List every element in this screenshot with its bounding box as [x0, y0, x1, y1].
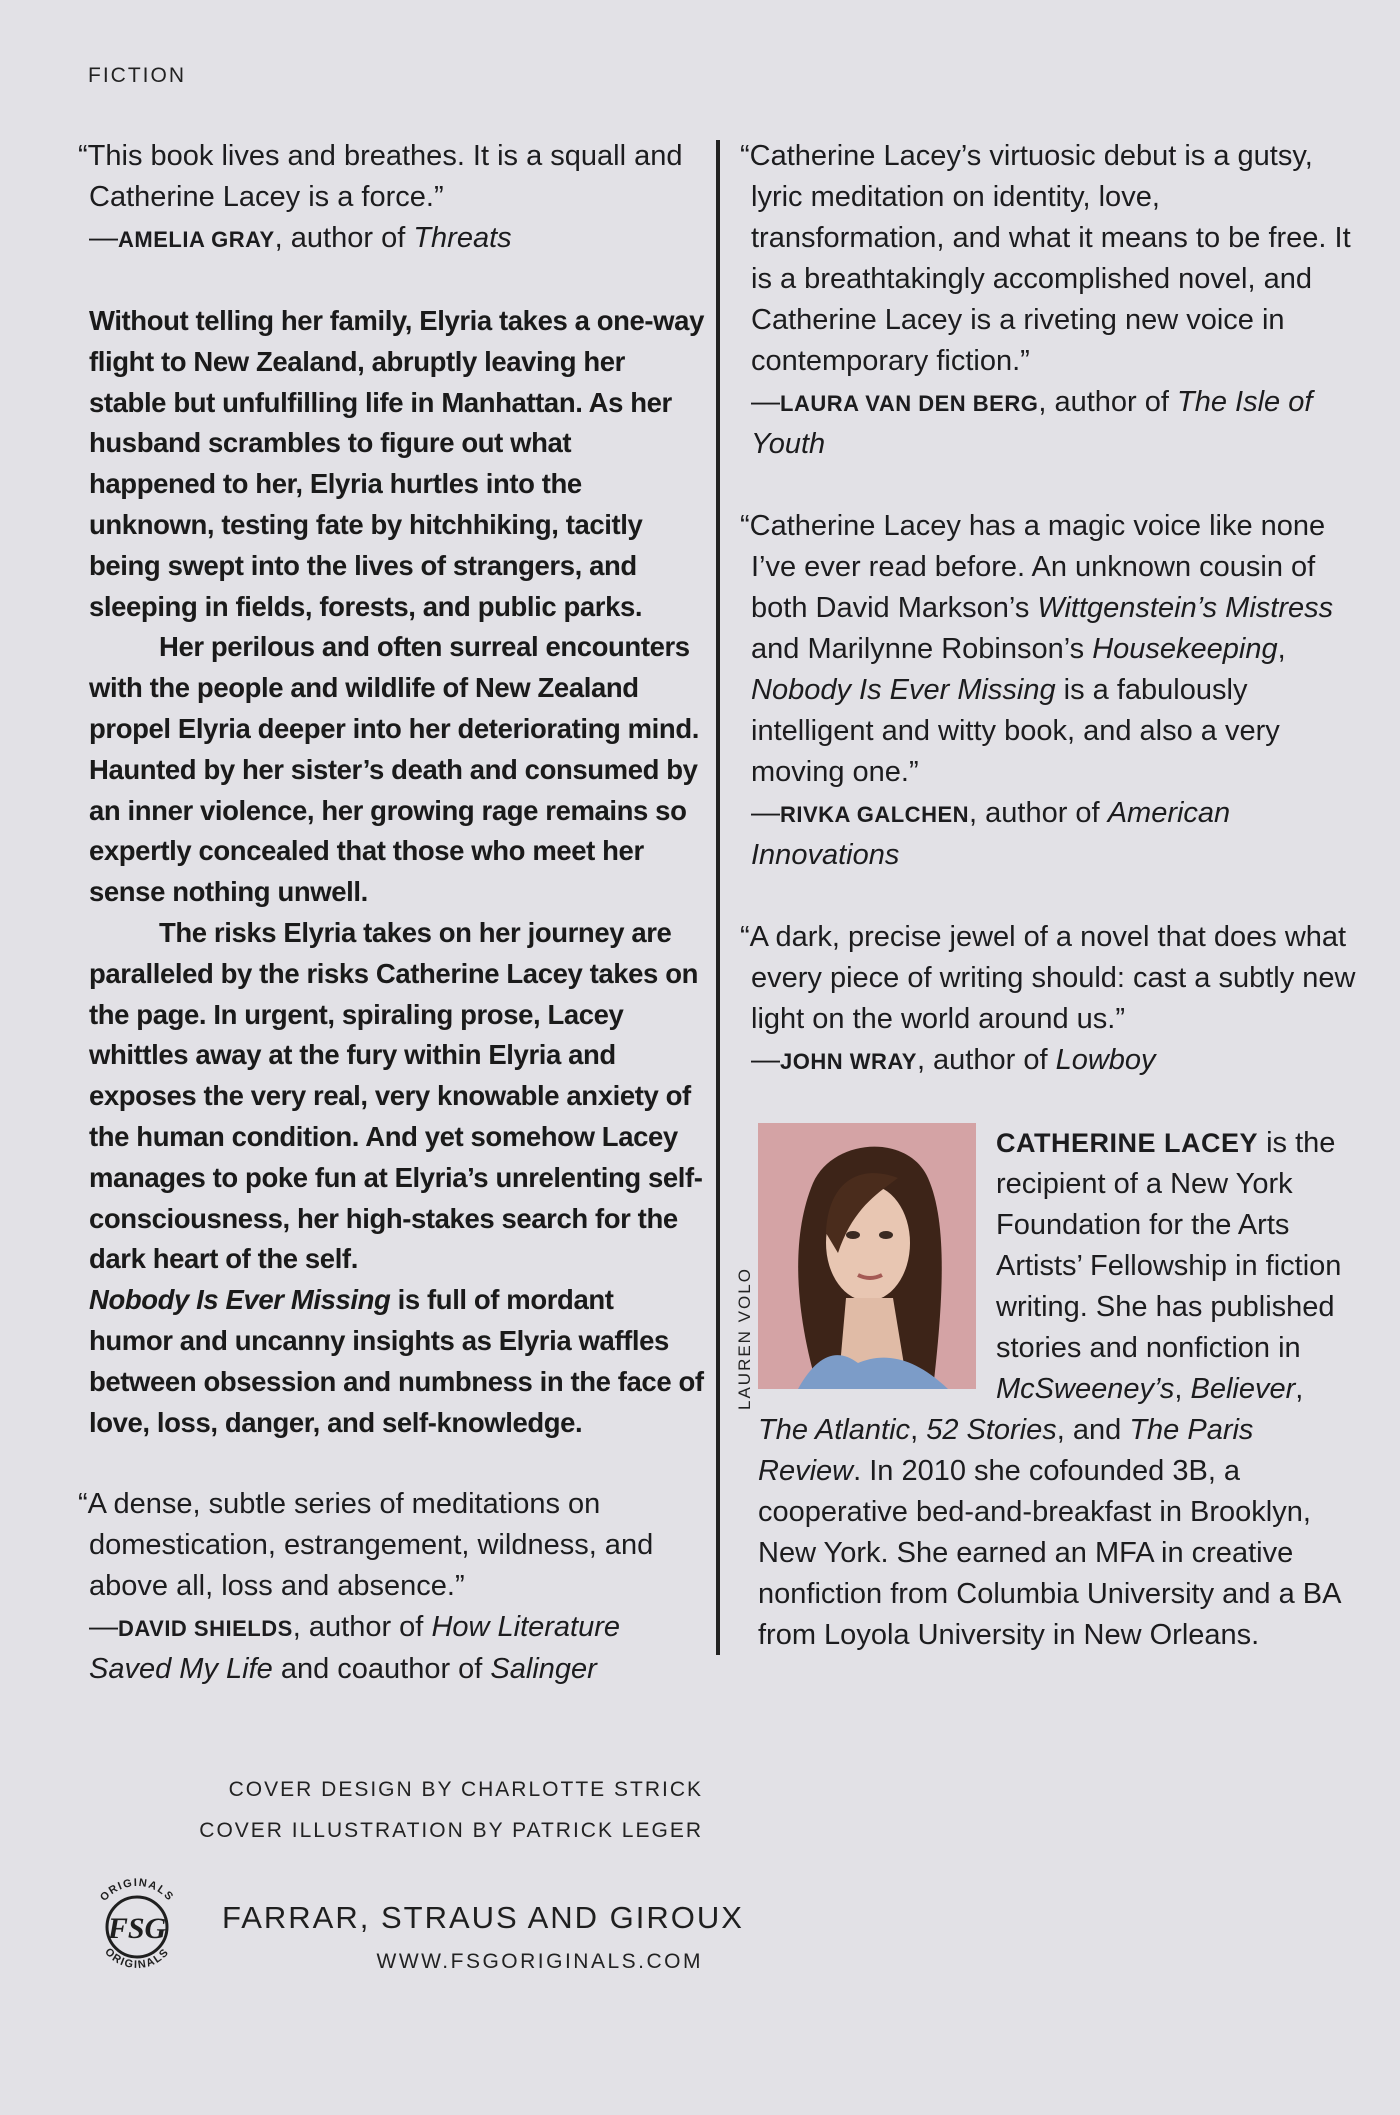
logo-letters: FSG — [107, 1912, 167, 1945]
attribution-prefix: , author of — [969, 797, 1108, 829]
right-column — [740, 136, 1360, 1656]
book-title: Nobody Is Ever Missing — [89, 1284, 391, 1316]
attribution-prefix: , author of — [1038, 386, 1177, 418]
blurb-david-shields — [78, 1484, 698, 1690]
blurb-attribution: —DAVID SHIELDS, author of How Literature Saved My Life and coauthor of Salinger — [89, 1611, 621, 1686]
svg-text:ORIGINALS — [102, 1946, 172, 1971]
blurb-text: “Catherine Lacey’s virtuosic debut is a gutsy, lyric meditation on identity, love, transformation, and what it means to be free. It is a breathtakingly accomplished novel, and Catherine Lacey is a riveting new voice in contemporary fiction.” — [740, 140, 1351, 377]
publication-title: The Atlantic — [758, 1414, 911, 1446]
column-divider — [716, 140, 720, 1655]
book-synopsis — [78, 301, 704, 1443]
synopsis-paragraph: Her perilous and often surreal encounters with the people and wildlife of New Zealand propel Elyria deeper into her deteriorating mind. Haunted by her sister’s death and consumed by an inner violence, her growing rage remains so expertly concealed that those who meet her sense nothing unwell. — [89, 631, 699, 908]
blurb-attribution: —JOHN WRAY, author of Lowboy — [751, 1044, 1156, 1076]
attribution-prefix: , author of — [916, 1044, 1056, 1076]
book-title: Salinger — [490, 1653, 597, 1686]
book-title: Lowboy — [1055, 1044, 1156, 1076]
blurb-attribution: —RIVKA GALCHEN, author of American Innovations — [751, 797, 1231, 871]
cover-design-credit: COVER DESIGN BY CHARLOTTE STRICK — [228, 1778, 703, 1801]
publication-title: The Paris Review — [758, 1414, 1254, 1487]
blurb-rivka-galchen — [740, 506, 1360, 876]
attribution-mid: and coauthor of — [272, 1653, 491, 1686]
blurb-author-name: LAURA VAN DEN BERG — [780, 391, 1039, 416]
blurb-author-name: DAVID SHIELDS — [118, 1616, 293, 1642]
logo-ring-text-top: ORIGINALS — [97, 1876, 177, 1904]
blurb-author-name: JOHN WRAY — [780, 1049, 917, 1074]
blurb-laura-van-den-berg — [740, 136, 1360, 465]
author-photo — [758, 1123, 976, 1389]
bio-text: is the recipient of a New York Foundation for the Arts Artists’ Fellowship in fiction writing. She has published stories and nonfiction in — [996, 1127, 1342, 1364]
logo-ring-text-bottom: ORIGINALS — [102, 1945, 172, 1972]
publication-title: McSweeney’s — [996, 1373, 1175, 1405]
left-column — [78, 136, 704, 1690]
attribution-prefix: , author of — [274, 222, 414, 254]
book-title: The Isle of Youth — [751, 386, 1313, 460]
blurb-text: “A dark, precise jewel of a novel that does what every piece of writing should: cast a subtly new light on the world around us.” — [740, 921, 1356, 1035]
blurb-attribution: —AMELIA GRAY, author of Threats — [89, 222, 512, 254]
blurb-text: “This book lives and breathes. It is a squall and Catherine Lacey is a force.” — [78, 140, 683, 213]
synopsis-paragraph — [89, 1280, 704, 1443]
blurb-attribution: —LAURA VAN DEN BERG, author of The Isle of Youth — [751, 386, 1313, 460]
blurb-author-name: AMELIA GRAY — [118, 227, 275, 252]
section-label: FICTION — [88, 64, 186, 87]
book-title: Nobody Is Ever Missing — [751, 674, 1056, 706]
fsg-originals-logo-icon — [82, 1872, 192, 1982]
publication-title: 52 Stories — [926, 1414, 1057, 1446]
publication-title: Believer — [1190, 1373, 1296, 1405]
book-title: Wittgenstein’s Mistress — [1037, 592, 1334, 624]
blurb-amelia-gray — [78, 136, 698, 260]
blurb-author-name: RIVKA GALCHEN — [780, 802, 970, 827]
bio-author-name: CATHERINE LACEY — [996, 1128, 1259, 1158]
synopsis-text: is full of mordant humor and uncanny insights as Elyria waffles between obsession and numbness in the face of love, loss, danger, and self-knowledge. — [89, 1284, 704, 1438]
blurb-text: “A dense, subtle series of meditations on domestication, estrangement, wildness, and above all, loss and absence.” — [78, 1488, 654, 1603]
attribution-prefix: , author of — [292, 1611, 432, 1644]
blurb-text: “Catherine Lacey has a magic voice like none I’ve ever read before. An unknown cousin of both David Markson’s Wittgenstein’s Mistress and Marilynne Robinson’s Housekeeping, Nobody Is Ever Missing is a fabulously intelligent and witty book, and also a very moving one.” — [740, 510, 1334, 788]
author-bio: CATHERINE LACEY is the recipient of a New York Foundation for the Arts Artists’ Fellowship in fiction writing. She has published stories and nonfiction in McSweeney’s, Believer, The Atlantic, 52 Stories, and The Paris Review. In 2010 she cofounded 3B, a cooperative bed-and-breakfast in Brooklyn, New York. She earned an MFA in creative nonfiction from Columbia University and a BA from Loyola University in New Orleans. — [740, 1123, 1360, 1656]
synopsis-paragraph: The risks Elyria takes on her journey are paralleled by the risks Catherine Lacey takes on the page. In urgent, spiraling prose, Lacey whittles away at the fury within Elyria and exposes the very real, very knowable anxiety of the human condition. And yet somehow Lacey manages to poke fun at Elyria’s unrelenting self-consciousness, her high-stakes search for the dark heart of the self. — [89, 916, 703, 1275]
book-title: How Literature Saved My Life — [89, 1611, 621, 1686]
blurb-john-wray — [740, 917, 1360, 1082]
author-portrait-image — [758, 1123, 976, 1389]
synopsis-paragraph: Without telling her family, Elyria takes a one-way flight to New Zealand, abruptly leaving her stable but unfulfilling life in Manhattan. As her husband scrambles to figure out what happened to her, Elyria hurtles into the unknown, testing fate by hitchhiking, tacitly being swept into the lives of strangers, and sleeping in fields, forests, and public parks. — [89, 305, 704, 622]
photo-credit-text: LAUREN VOLO — [735, 1267, 754, 1410]
book-title: Threats — [413, 222, 512, 254]
svg-text:ORIGINALS — [98, 1877, 176, 1904]
publisher-name: FARRAR, STRAUS AND GIROUX — [222, 1900, 744, 1935]
bio-text: . In 2010 she cofounded 3B, a cooperative bed-and-breakfast in Brooklyn, New York. She earned an MFA in creative nonfiction from Columbia University and a BA from Loyola University in New Orleans. — [758, 1455, 1340, 1651]
book-title: Housekeeping — [1092, 633, 1278, 665]
publisher-website: WWW.FSGORIGINALS.COM — [376, 1950, 703, 1973]
book-title: American Innovations — [751, 797, 1231, 871]
cover-illustration-credit: COVER ILLUSTRATION BY PATRICK LEGER — [199, 1819, 703, 1842]
